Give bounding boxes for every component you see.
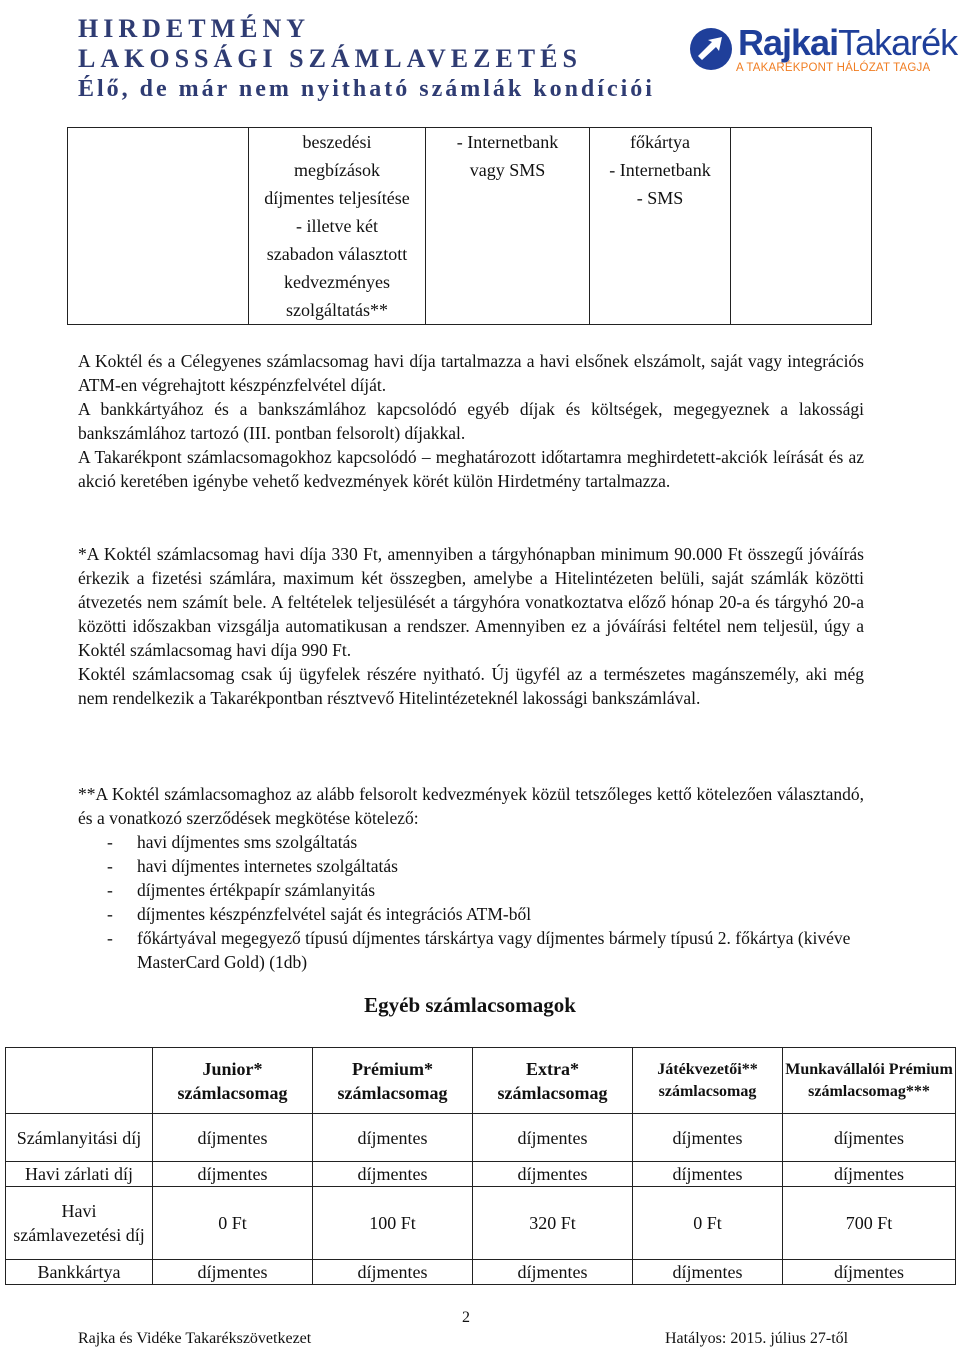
table-cell: díjmentes	[633, 1162, 783, 1187]
packages-table	[5, 1047, 956, 1285]
table-cell: 320 Ft	[473, 1187, 633, 1260]
note-paragraph: A Takarékpont számlacsomagokhoz kapcsolódó – meghatározott időtartamra meghirdetett-akciók leírását és az akció keretében igénybe vehető kedvezmények körét külön Hirdetmény tartalmazza.	[78, 447, 864, 491]
page-number: 2	[462, 1309, 470, 1326]
note-paragraph: Koktél számlacsomag csak új ügyfelek részére nyitható. Új ügyfél az a természetes magánszemély, aki még nem rendelkezik a Takarékpontban résztvevő Hitelintézeteknél lakossági bankszámlával.	[78, 664, 864, 708]
rajkai-takarek-logo	[688, 22, 958, 78]
table-cell: 0 Ft	[153, 1187, 313, 1260]
list-item: - havi díjmentes sms szolgáltatás	[107, 832, 358, 852]
section-title: Egyéb számlacsomagok	[364, 993, 576, 1017]
table-cell: díjmentes	[473, 1162, 633, 1187]
table-cell: díjmentes	[313, 1114, 473, 1162]
table-cell: díjmentes	[633, 1260, 783, 1285]
table-row	[6, 1187, 956, 1260]
footer-effective-date: Hatályos: 2015. július 27-től	[665, 1330, 849, 1347]
header-subtitle: LAKOSSÁGI SZÁMLAVEZETÉS	[78, 44, 582, 73]
conditions-table-fragment	[67, 127, 872, 325]
list-item: - díjmentes készpénzfelvétel saját és integrációs ATM-ből	[107, 904, 532, 924]
note-paragraph: A bankkártyához és a bankszámlához kapcsolódó egyéb díjak és költségek, megegyeznek a lakossági bankszámlához tartozó (III. pontban felsorolt) díjakkal.	[78, 399, 864, 443]
koktel-conditions	[78, 542, 864, 710]
table-cell: díjmentes	[153, 1114, 313, 1162]
document-header	[78, 14, 655, 104]
header-subtitle-2: Élő, de már nem nyitható számlák kondíciói	[78, 76, 655, 102]
benefits-list	[107, 830, 867, 974]
cell-channel: - Internetbank vagy SMS	[426, 128, 590, 325]
column-header: Junior* számlacsomag	[153, 1048, 313, 1114]
row-header: Havi zárlati díj	[6, 1162, 153, 1187]
table-cell: díjmentes	[783, 1260, 956, 1285]
notes-block	[78, 349, 864, 493]
table-corner-cell	[6, 1048, 153, 1114]
note-paragraph: *A Koktél számlacsomag havi díja 330 Ft, amennyiben a tárgyhónapban minimum 90.000 Ft összegű jóváírás érkezik a fizetési számlára, maximum két összegben, amelybe a Hitelintézeten belüli, saját számlák közötti átvezetés nem számít bele. A feltételek teljesülését a tárgyhóra vonatkoztatva előző hónap 20-a és tárgyhó 20-a közötti időszakban vizsgálja automatikusan a rendszer. Amennyiben ez a jóváírási feltétel nem teljesül, úgy a Koktél számlacsomag havi díja 990 Ft.	[78, 544, 864, 660]
logo-tagline: A TAKARÉKPONT HÁLÓZAT TAGJA	[736, 62, 931, 74]
table-row	[6, 1260, 956, 1285]
column-header: Játékvezetői** számlacsomag	[633, 1048, 783, 1114]
table-cell: díjmentes	[783, 1162, 956, 1187]
row-header: Számlanyitási díj	[6, 1114, 153, 1162]
empty-cell	[68, 128, 249, 325]
footer-organization: Rajka és Vidéke Takarékszövetkezet	[78, 1330, 312, 1347]
table-cell: 0 Ft	[633, 1187, 783, 1260]
list-item: - főkártyával megegyező típusú díjmentes társkártya vagy díjmentes bármely típusú 2. főkártya (kivéve MasterCard Gold) (1db)	[107, 928, 851, 972]
table-row	[6, 1114, 956, 1162]
row-header: Havi számlavezetési díj	[6, 1187, 153, 1260]
table-cell: díjmentes	[473, 1260, 633, 1285]
empty-cell	[731, 128, 872, 325]
column-header: Extra* számlacsomag	[473, 1048, 633, 1114]
table-cell: díjmentes	[313, 1162, 473, 1187]
table-cell: díjmentes	[313, 1260, 473, 1285]
table-cell: díjmentes	[633, 1114, 783, 1162]
column-header: Prémium* számlacsomag	[313, 1048, 473, 1114]
note-paragraph: **A Koktél számlacsomaghoz az alább felsorolt kedvezmények közül tetszőleges kettő kötelezően választandó, és a vonatkozó szerződések megkötése kötelező:	[78, 784, 864, 828]
list-item: - díjmentes értékpapír számlanyitás	[107, 880, 376, 900]
logo-wordmark: RajkaiTakarék	[738, 22, 958, 63]
table-row	[6, 1162, 956, 1187]
logo-arrow-icon	[688, 26, 734, 72]
row-header: Bankkártya	[6, 1260, 153, 1285]
column-header: Munkavállalói Prémium számlacsomag***	[783, 1048, 956, 1114]
cell-card: főkártya - Internetbank - SMS	[590, 128, 731, 325]
table-cell: 700 Ft	[783, 1187, 956, 1260]
list-item: - havi díjmentes internetes szolgáltatás	[107, 856, 398, 876]
header-title: HIRDETMÉNY	[78, 14, 311, 43]
cell-benefits: beszedési megbízások díjmentes teljesítése - illetve két szabadon választott kedvezményes szolgáltatás**	[249, 128, 426, 325]
note-paragraph: A Koktél és a Célegyenes számlacsomag havi díja tartalmazza a havi elsőnek elszámolt, saját vagy integrációs ATM-en végrehajtott készpénzfelvétel díját.	[78, 351, 864, 395]
table-cell: díjmentes	[783, 1114, 956, 1162]
table-cell: díjmentes	[153, 1260, 313, 1285]
table-cell: díjmentes	[153, 1162, 313, 1187]
table-cell: 100 Ft	[313, 1187, 473, 1260]
table-cell: díjmentes	[473, 1114, 633, 1162]
koktel-benefits-intro	[78, 782, 864, 830]
